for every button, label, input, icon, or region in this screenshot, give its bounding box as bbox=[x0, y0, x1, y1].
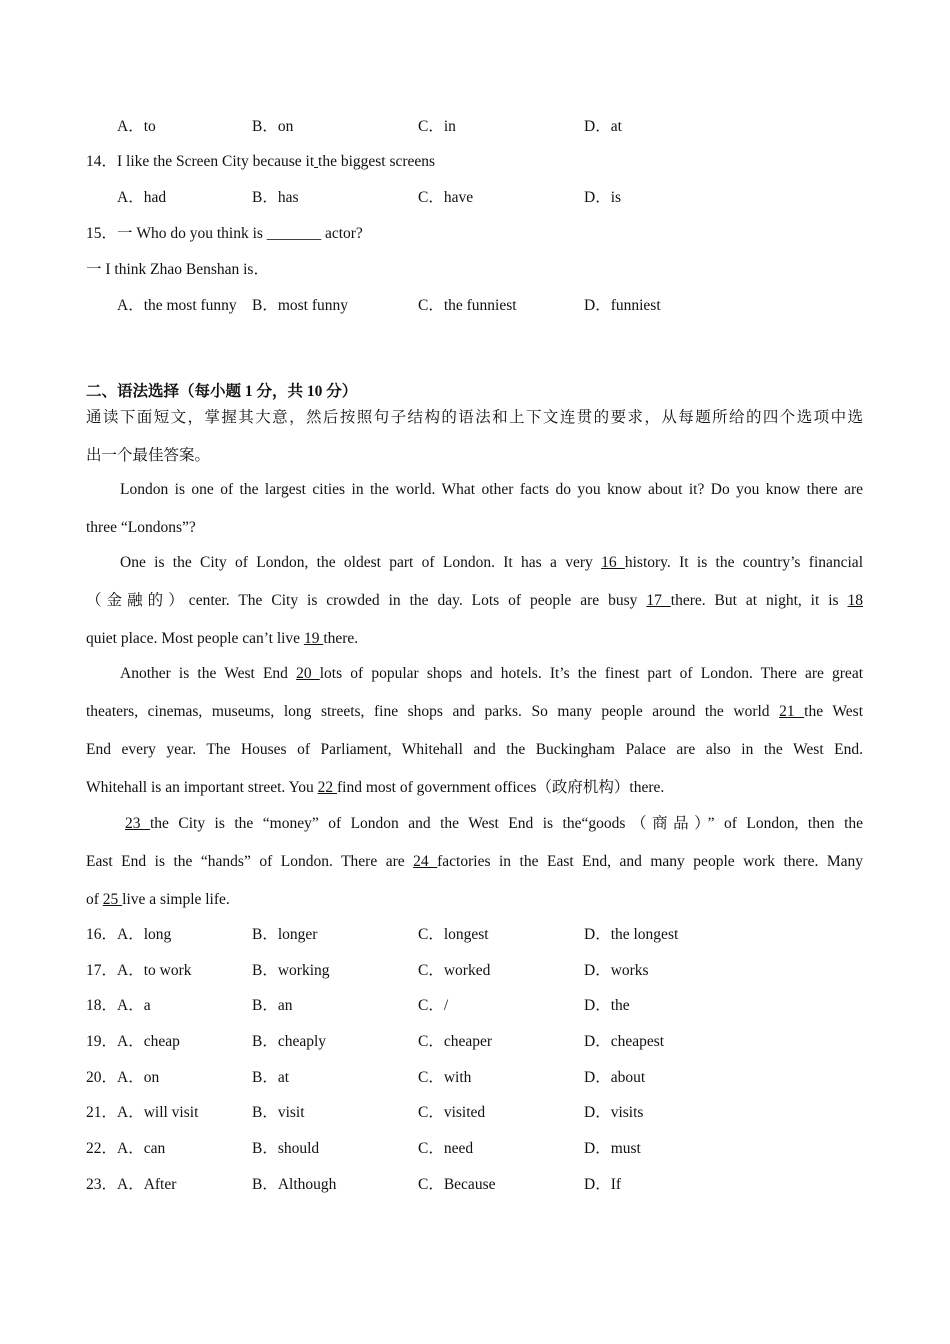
q20-option-c: C．with bbox=[418, 1069, 472, 1086]
q14-stem-part-b: the biggest screens bbox=[318, 153, 436, 170]
q19-option-b: B．cheaply bbox=[252, 1033, 327, 1050]
q17-option-d: D．works bbox=[584, 962, 649, 979]
q15-stem: 15．一 Who do you think is _______ actor? bbox=[86, 225, 363, 242]
blank-16: 16 bbox=[601, 554, 625, 571]
q18-option-c: C．/ bbox=[418, 997, 449, 1014]
blank-25: 25 bbox=[102, 891, 123, 908]
section-heading: 二、语法选择（每小题 1 分，共 10 分） bbox=[86, 383, 358, 400]
passage-p3-line-4 bbox=[86, 778, 664, 798]
q16-option-d: D．the longest bbox=[584, 926, 679, 943]
blank-17: 17 bbox=[646, 592, 671, 609]
passage-p4-line-1 bbox=[125, 814, 863, 834]
q19-option-a: 19．A．cheap bbox=[86, 1033, 180, 1050]
q18-option-b: B．an bbox=[252, 997, 293, 1014]
passage-p4-line-3 bbox=[86, 890, 230, 910]
q22-option-d: D．must bbox=[584, 1140, 641, 1157]
text-fragment: of bbox=[86, 891, 103, 908]
q21-option-d: D．visits bbox=[584, 1104, 644, 1121]
text-fragment: the City is the “money” of London and the West End is the“goods（商品）” of London, then the bbox=[149, 815, 864, 832]
q18-option-a: 18．A．a bbox=[86, 997, 151, 1014]
blank-20: 20 bbox=[296, 665, 320, 682]
blank-22: 22 bbox=[317, 779, 337, 796]
section-instruction-line-1: 通读下面短文，掌握其大意，然后按照句子结构的语法和上下文连贯的要求，从每题所给的四个选项中选 bbox=[86, 409, 863, 426]
text-fragment: theaters, cinemas, museums, long streets, fine shops and parks. So many people around the world bbox=[86, 703, 780, 720]
q15-option-b: B．most funny bbox=[252, 297, 349, 314]
passage-p3-line-2 bbox=[86, 702, 863, 722]
q23-option-a: 23．A．After bbox=[86, 1176, 177, 1193]
q20-option-d: D．about bbox=[584, 1069, 646, 1086]
q20-option-a: 20．A．on bbox=[86, 1069, 160, 1086]
passage-p3-line-1 bbox=[120, 664, 863, 684]
text-fragment: the West bbox=[804, 703, 863, 720]
text-fragment: there. bbox=[323, 630, 359, 647]
passage-p1-line-1: London is one of the largest cities in the world. What other facts do you know about it? Do you know there are bbox=[120, 481, 863, 498]
q13-option-d: D．at bbox=[584, 118, 622, 135]
q17-option-a: 17．A．to work bbox=[86, 962, 192, 979]
q20-option-b: B．at bbox=[252, 1069, 290, 1086]
text-fragment: Whitehall is an important street. You bbox=[86, 779, 318, 796]
blank-18: 18 bbox=[847, 592, 864, 609]
q15-answer-line: 一 I think Zhao Benshan is． bbox=[86, 261, 269, 278]
blank-23: 23 bbox=[125, 815, 150, 832]
q14-option-d: D．is bbox=[584, 189, 622, 206]
q19-option-d: D．cheapest bbox=[584, 1033, 665, 1050]
q13-option-c: C．in bbox=[418, 118, 456, 135]
q23-option-d: D．If bbox=[584, 1176, 622, 1193]
passage-p2-line-2 bbox=[86, 591, 863, 611]
q21-option-a: 21．A．will visit bbox=[86, 1104, 199, 1121]
text-fragment: （金融的）center. The City is crowded in the day. Lots of people are busy bbox=[86, 592, 647, 609]
text-fragment: lots of popular shops and hotels. It’s the finest part of London. There are great bbox=[319, 665, 863, 682]
passage-p2-line-3 bbox=[86, 629, 358, 649]
q21-option-b: B．visit bbox=[252, 1104, 305, 1121]
q22-option-c: C．need bbox=[418, 1140, 474, 1157]
section-instruction-line-2: 出一个最佳答案。 bbox=[86, 447, 211, 464]
q14-stem bbox=[86, 152, 435, 172]
q21-option-c: C．visited bbox=[418, 1104, 486, 1121]
q13-option-b: B．on bbox=[252, 118, 294, 135]
passage-p1-line-2: three “Londons”? bbox=[86, 519, 196, 536]
text-fragment: history. It is the country’s financial bbox=[624, 554, 863, 571]
q22-option-a: 22．A．can bbox=[86, 1140, 166, 1157]
q14-option-a: A．had bbox=[117, 189, 167, 206]
q16-option-c: C．longest bbox=[418, 926, 489, 943]
q19-option-c: C．cheaper bbox=[418, 1033, 493, 1050]
q16-option-a: 16．A．long bbox=[86, 926, 172, 943]
blank-19: 19 bbox=[303, 630, 324, 647]
text-fragment: One is the City of London, the oldest part of London. It has a very bbox=[120, 554, 602, 571]
q23-option-c: C．Because bbox=[418, 1176, 496, 1193]
q13-option-a: A．to bbox=[117, 118, 156, 135]
q17-option-b: B．working bbox=[252, 962, 330, 979]
q14-option-c: C．have bbox=[418, 189, 474, 206]
q22-option-b: B．should bbox=[252, 1140, 320, 1157]
text-fragment: factories in the East End, and many people work there. Many bbox=[437, 853, 863, 870]
text-fragment: Another is the West End bbox=[120, 665, 297, 682]
blank-24: 24 bbox=[413, 853, 438, 870]
text-fragment: East End is the “hands” of London. There are bbox=[86, 853, 414, 870]
q15-option-c: C．the funniest bbox=[418, 297, 517, 314]
passage-p3-line-3: End every year. The Houses of Parliament, Whitehall and the Buckingham Palace are also in the West End. bbox=[86, 741, 863, 758]
text-fragment: quiet place. Most people can’t live bbox=[86, 630, 304, 647]
passage-p4-line-2 bbox=[86, 852, 863, 872]
text-fragment: find most of government offices（政府机构）there. bbox=[336, 779, 665, 796]
q15-option-d: D．funniest bbox=[584, 297, 661, 314]
q14-option-b: B．has bbox=[252, 189, 299, 206]
text-fragment: live a simple life. bbox=[122, 891, 230, 908]
blank-21: 21 bbox=[779, 703, 805, 720]
q17-option-c: C．worked bbox=[418, 962, 491, 979]
q14-stem-part-a: 14．I like the Screen City because it bbox=[86, 153, 315, 170]
q15-option-a: A．the most funny bbox=[117, 297, 237, 314]
q18-option-d: D．the bbox=[584, 997, 630, 1014]
passage-p2-line-1 bbox=[120, 553, 863, 573]
q16-option-b: B．longer bbox=[252, 926, 318, 943]
text-fragment: there. But at night, it is bbox=[670, 592, 848, 609]
q23-option-b: B．Although bbox=[252, 1176, 337, 1193]
